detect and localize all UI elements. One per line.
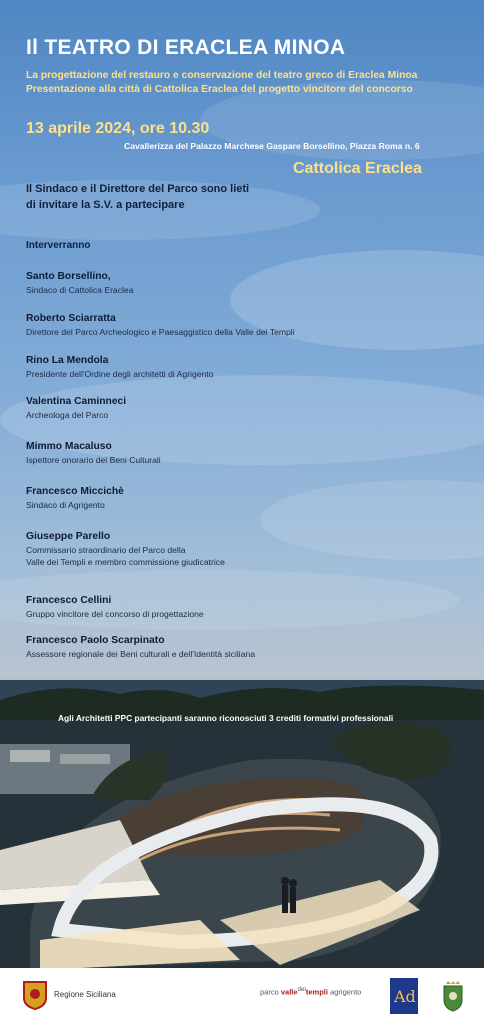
speaker-name: Valentina Caminneci — [26, 396, 127, 407]
speaker-item — [26, 594, 204, 620]
credits-note: Agli Architetti PPC partecipanti saranno riconosciuti 3 crediti formativi professionali — [58, 713, 394, 723]
subtitle-line-2: Presentazione alla città di Cattolica Eraclea del progetto vincitore del concorso — [26, 84, 413, 95]
parco-suffix: agrigento — [327, 987, 362, 997]
speaker-role: Direttore del Parco Archeologico e Paesaggistico della Valle dei Templi — [26, 327, 295, 337]
speaker-role: Archeologa del Parco — [26, 410, 109, 420]
speaker-item — [26, 312, 295, 338]
speaker-name: Santo Borsellino, — [26, 271, 111, 282]
event-date: 13 aprile 2024, ore 10.30 — [26, 120, 210, 137]
speaker-name: Francesco Cellini — [26, 595, 112, 606]
speaker-item — [26, 634, 255, 660]
subtitle-line-1: La progettazione del restauro e conservazione del teatro greco di Eraclea Minoa — [26, 70, 418, 81]
speaker-role: Valle dei Templi e membro commissione giudicatrice — [26, 557, 225, 567]
speaker-role: Sindaco di Cattolica Eraclea — [26, 285, 134, 295]
parco-valle: valle — [280, 987, 298, 997]
speaker-name: Francesco Miccichè — [26, 486, 124, 497]
speaker-name: Francesco Paolo Scarpinato — [26, 635, 165, 646]
event-city: Cattolica Eraclea — [293, 160, 422, 177]
speaker-item — [26, 440, 161, 466]
speaker-item — [26, 485, 124, 511]
parco-valle-dei-templi-logo — [260, 986, 361, 997]
speaker-name: Rino La Mendola — [26, 355, 109, 366]
ordine-architetti-mark: Ad — [394, 987, 416, 1006]
invitation-line-1: Il Sindaco e il Direttore del Parco sono lieti — [26, 183, 250, 195]
speaker-role: Assessore regionale dei Beni culturali e dell'Identità siciliana — [26, 649, 256, 659]
parco-prefix: parco — [260, 987, 281, 997]
speaker-item — [26, 530, 225, 568]
regione-siciliana-logo — [22, 980, 48, 1010]
speaker-name: Giuseppe Parello — [26, 531, 111, 542]
speaker-role: Presidente dell'Ordine degli architetti di Agrigento — [26, 369, 214, 379]
speaker-role: Commissario straordinario del Parco della — [26, 545, 186, 555]
regione-siciliana-label: Regione Siciliana — [54, 990, 116, 999]
comune-crest-logo — [442, 980, 464, 1012]
speaker-role: Ispettore onorario dei Beni Culturali — [26, 455, 161, 465]
speaker-item — [26, 270, 133, 296]
event-venue: Cavallerizza del Palazzo Marchese Gaspare Borsellino, Piazza Roma n. 6 — [124, 141, 420, 151]
speaker-item — [26, 354, 213, 380]
speaker-role: Sindaco di Agrigento — [26, 500, 105, 510]
theatre-render — [0, 680, 484, 970]
parco-templi: templi — [305, 987, 328, 997]
invitation-line-2: di invitare la S.V. a partecipare — [26, 199, 185, 211]
speaker-name: Roberto Sciarratta — [26, 313, 116, 324]
ordine-architetti-logo — [390, 978, 418, 1014]
speaker-item — [26, 395, 126, 421]
speakers-heading: Interverranno — [26, 240, 91, 251]
speaker-name: Mimmo Macaluso — [26, 441, 112, 452]
poster-title: Il TEATRO DI ERACLEA MINOA — [26, 36, 346, 59]
speaker-role: Gruppo vincitore del concorso di progettazione — [26, 609, 204, 619]
parco-dei: dei — [297, 986, 306, 993]
